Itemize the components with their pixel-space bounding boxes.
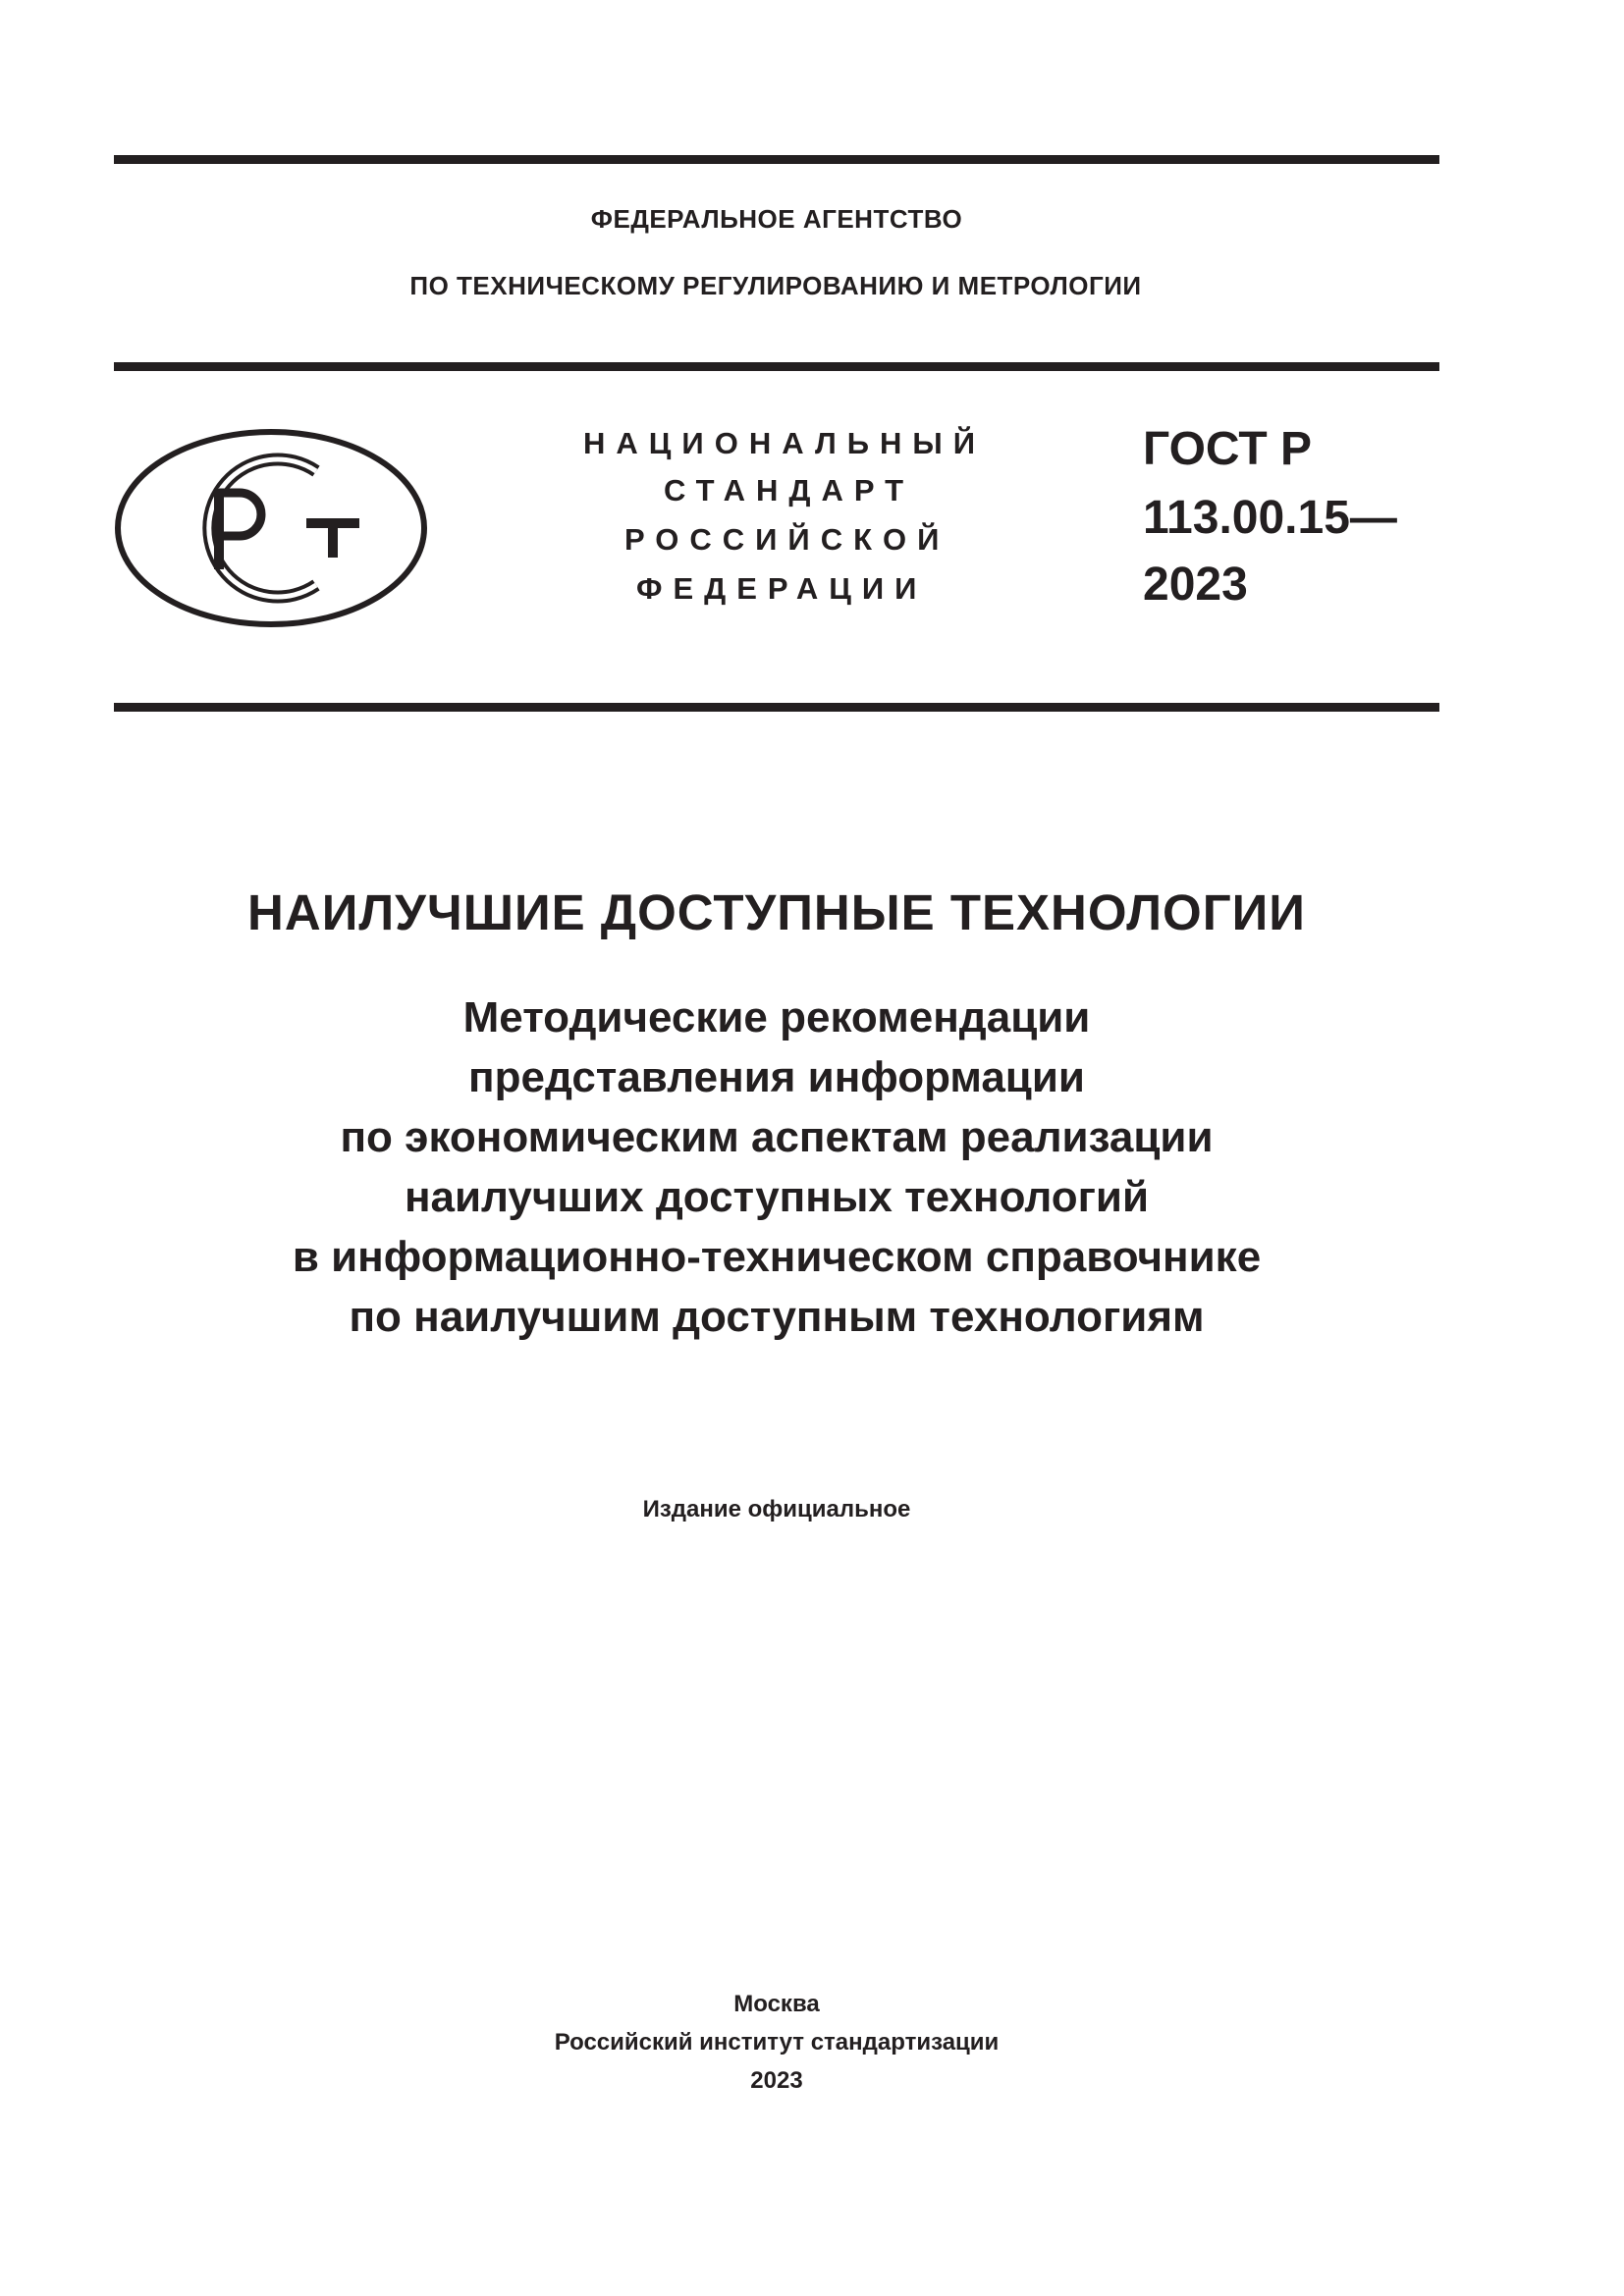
subtitle-line: по экономическим аспектам реализации <box>340 1113 1214 1161</box>
standard-type-line-2: СТАНДАРТ <box>664 473 915 507</box>
standard-type-line-1: НАЦИОНАЛЬНЫЙ <box>583 426 987 460</box>
subtitle-line: наилучших доступных технологий <box>404 1173 1150 1221</box>
imprint <box>114 1985 1439 2100</box>
edition-note: Издание официальное <box>642 1496 911 1522</box>
standard-designation-line-2: 113.00.15— <box>1143 492 1397 544</box>
subtitle-line: представления информации <box>468 1053 1085 1101</box>
subtitle-line: по наилучшим доступным технологиям <box>349 1293 1205 1341</box>
subtitle-line: Методические рекомендации <box>462 993 1091 1041</box>
imprint-publisher: Российский институт стандартизации <box>554 2029 1000 2056</box>
standard-type-line-4: ФЕДЕРАЦИИ <box>636 571 928 606</box>
header-bottom-divider <box>114 703 1439 712</box>
imprint-year: 2023 <box>750 2067 803 2094</box>
agency-name-line-1: ФЕДЕРАЛЬНОЕ АГЕНТСТВО <box>590 204 963 234</box>
standard-type-line-3: РОССИЙСКОЙ <box>624 522 950 557</box>
agency-name-line-2: ПО ТЕХНИЧЕСКОМУ РЕГУЛИРОВАНИЮ И МЕТРОЛОГИИ <box>409 271 1142 300</box>
imprint-city: Москва <box>733 1991 820 2017</box>
document-title: НАИЛУЧШИЕ ДОСТУПНЫЕ ТЕХНОЛОГИИ <box>247 884 1306 940</box>
header-divider <box>114 362 1439 371</box>
rst-certification-mark-icon <box>114 428 428 628</box>
subtitle-line: в информационно-техническом справочнике <box>292 1233 1262 1281</box>
standard-designation-line-3: 2023 <box>1143 559 1248 611</box>
top-divider <box>114 155 1439 164</box>
standard-designation-line-1: ГОСТ Р <box>1143 423 1313 475</box>
document-subtitle <box>114 988 1439 1347</box>
